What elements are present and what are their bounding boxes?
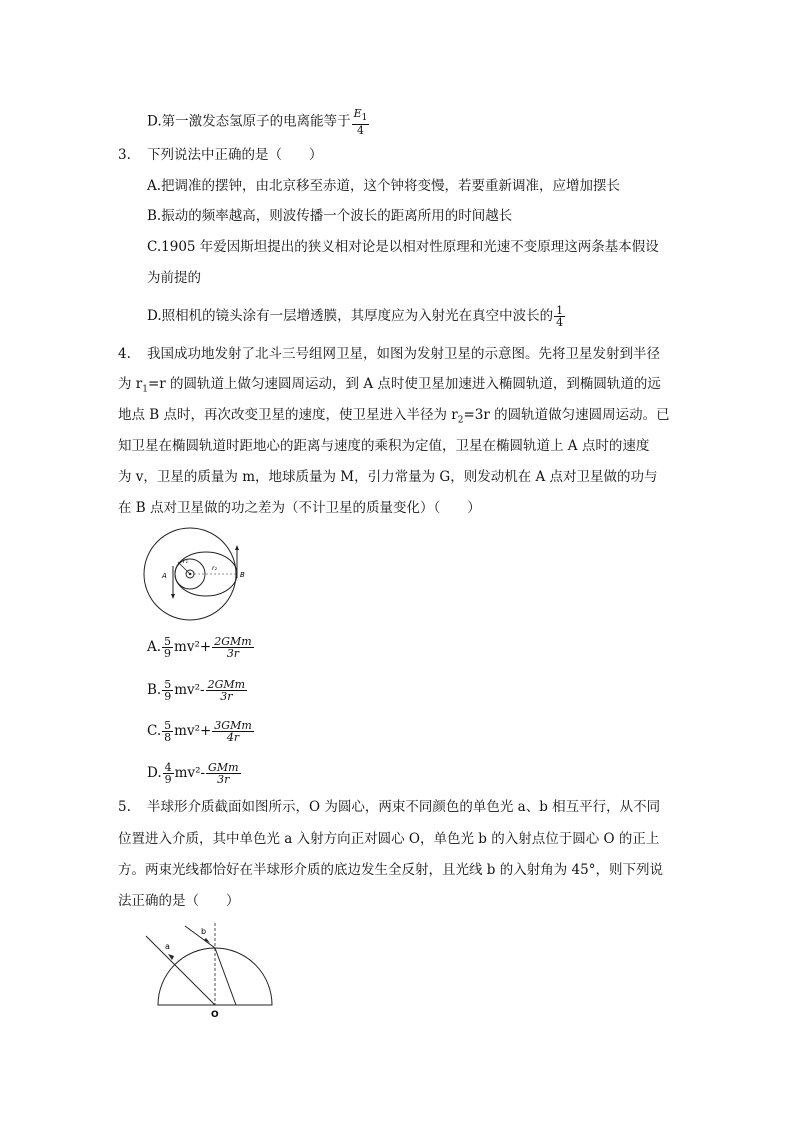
q3-option-b: B.振动的频率越高，则波传播一个波长的距离所用的时间越长 — [147, 208, 513, 224]
q3-option-d-fraction: $\frac{1}{4}$ — [556, 304, 564, 329]
q3-option-c-line1: C.1905 年爱因斯坦提出的狭义相对论是以相对性原理和光速不变原理这两条基本假设 — [147, 239, 659, 255]
q5-line1: 半球形介质截面如图所示，O 为圆心，两束不同颜色的单色光 a、b 相互平行，从不同 — [147, 799, 661, 815]
q5-number: 5. — [118, 799, 131, 815]
q3-option-a: A.把调准的摆钟，由北京移至赤道，这个钟将变慢，若要重新调准，应增加摆长 — [147, 178, 621, 194]
q4-option-a-frac: $\frac{\text{2GMm}}{3r}$ — [214, 635, 252, 660]
q4-option-b: B. $\frac{5}{9}$ mv²- $\frac{\text{2GMm}}{3r}$ — [147, 678, 246, 703]
label-a: a — [165, 942, 170, 951]
q4-option-a: A. $\frac{5}{9}$ mv²+ $\frac{\text{2GMm}}{3r}$ — [147, 635, 252, 660]
q4-option-b-coef: $\frac{5}{9}$ — [164, 678, 172, 703]
q4-line6: 在 B 点对卫星做的功之差为（不计卫星的质量变化）（ ） — [118, 500, 481, 516]
label-r1: r₁ — [183, 558, 188, 565]
q2-option-d-fraction: $\frac{E_1}{4}$ — [353, 107, 368, 138]
q4-option-d: D. $\frac{4}{9}$ mv²- $\frac{\text{GMm}}{3r}$ — [147, 761, 239, 786]
ray-b-refracted — [215, 948, 236, 1005]
hemisphere-outline — [158, 948, 272, 1005]
label-o: O — [211, 1010, 219, 1020]
q4-option-d-coef: $\frac{4}{9}$ — [164, 761, 172, 786]
q4-option-c-coef: $\frac{5}{8}$ — [164, 719, 172, 744]
q4-option-d-frac: $\frac{\text{GMm}}{3r}$ — [208, 761, 239, 786]
q3-option-c-line2: 为前提的 — [147, 270, 201, 286]
q3-option-d-text: D.照相机的镜头涂有一层增透膜，其厚度应为入射光在真空中波长的 — [147, 308, 554, 324]
q4-line4: 知卫星在椭圆轨道时距地心的距离与速度的乘积为定值，卫星在椭圆轨道上 A 点时的速度 — [118, 438, 650, 454]
q4-option-b-frac: $\frac{\text{2GMm}}{3r}$ — [207, 678, 246, 703]
q2-option-d — [147, 108, 370, 136]
label-a: A — [162, 572, 167, 580]
q4-line3: 地点 B 点时，再次改变卫星的速度，使卫星进入半径为 $r_2=3r$ 的圆轨道做匀速圆周运动。已 — [118, 407, 670, 426]
q5-line4: 法正确的是（ ） — [118, 893, 240, 909]
label-b: b — [201, 927, 207, 936]
q4-line1: 我国成功地发射了北斗三号组网卫星，如图为发射卫星的示意图。先将卫星发射到半径 — [147, 346, 660, 362]
ray-a — [146, 936, 215, 1005]
q3-stem: 下列说法中正确的是（ ） — [147, 147, 323, 163]
q4-line2: 为 $r_1=r$ 的圆轨道上做匀速圆周运动，到 A 点时使卫星加速进入椭圆轨道，到椭圆轨道的远 — [118, 376, 661, 395]
q4-option-c-frac: $\frac{\text{3GMm}}{4r}$ — [214, 719, 252, 744]
q2-option-d-text: D.第一激发态氢原子的电离能等于 — [147, 113, 351, 130]
q4-option-a-coef: $\frac{5}{9}$ — [164, 635, 172, 660]
q3-number: 3. — [118, 147, 131, 163]
q4-orbit-figure — [140, 526, 250, 622]
label-b: B — [240, 571, 245, 579]
q5-hemisphere-figure — [140, 918, 280, 1022]
q4-line5: 为 v，卫星的质量为 m，地球质量为 M，引力常量为 G，则发动机在 A 点对卫星做的功与 — [118, 469, 658, 485]
label-r2: r₂ — [212, 565, 217, 572]
q5-line2: 位置进入介质，其中单色光 a 入射方向正对圆心 O，单色光 b 的入射点位于圆心 O 的正上 — [118, 831, 660, 847]
q4-option-c: C. $\frac{5}{8}$ mv²+ $\frac{\text{3GMm}}{4r}$ — [147, 719, 252, 744]
q3-option-d — [147, 305, 566, 328]
q5-line3: 方。两束光线都恰好在半球形介质的底边发生全反射，且光线 b 的入射角为 45°，则下列说 — [118, 862, 663, 878]
ray-b — [185, 926, 215, 948]
q4-number: 4. — [118, 346, 131, 362]
